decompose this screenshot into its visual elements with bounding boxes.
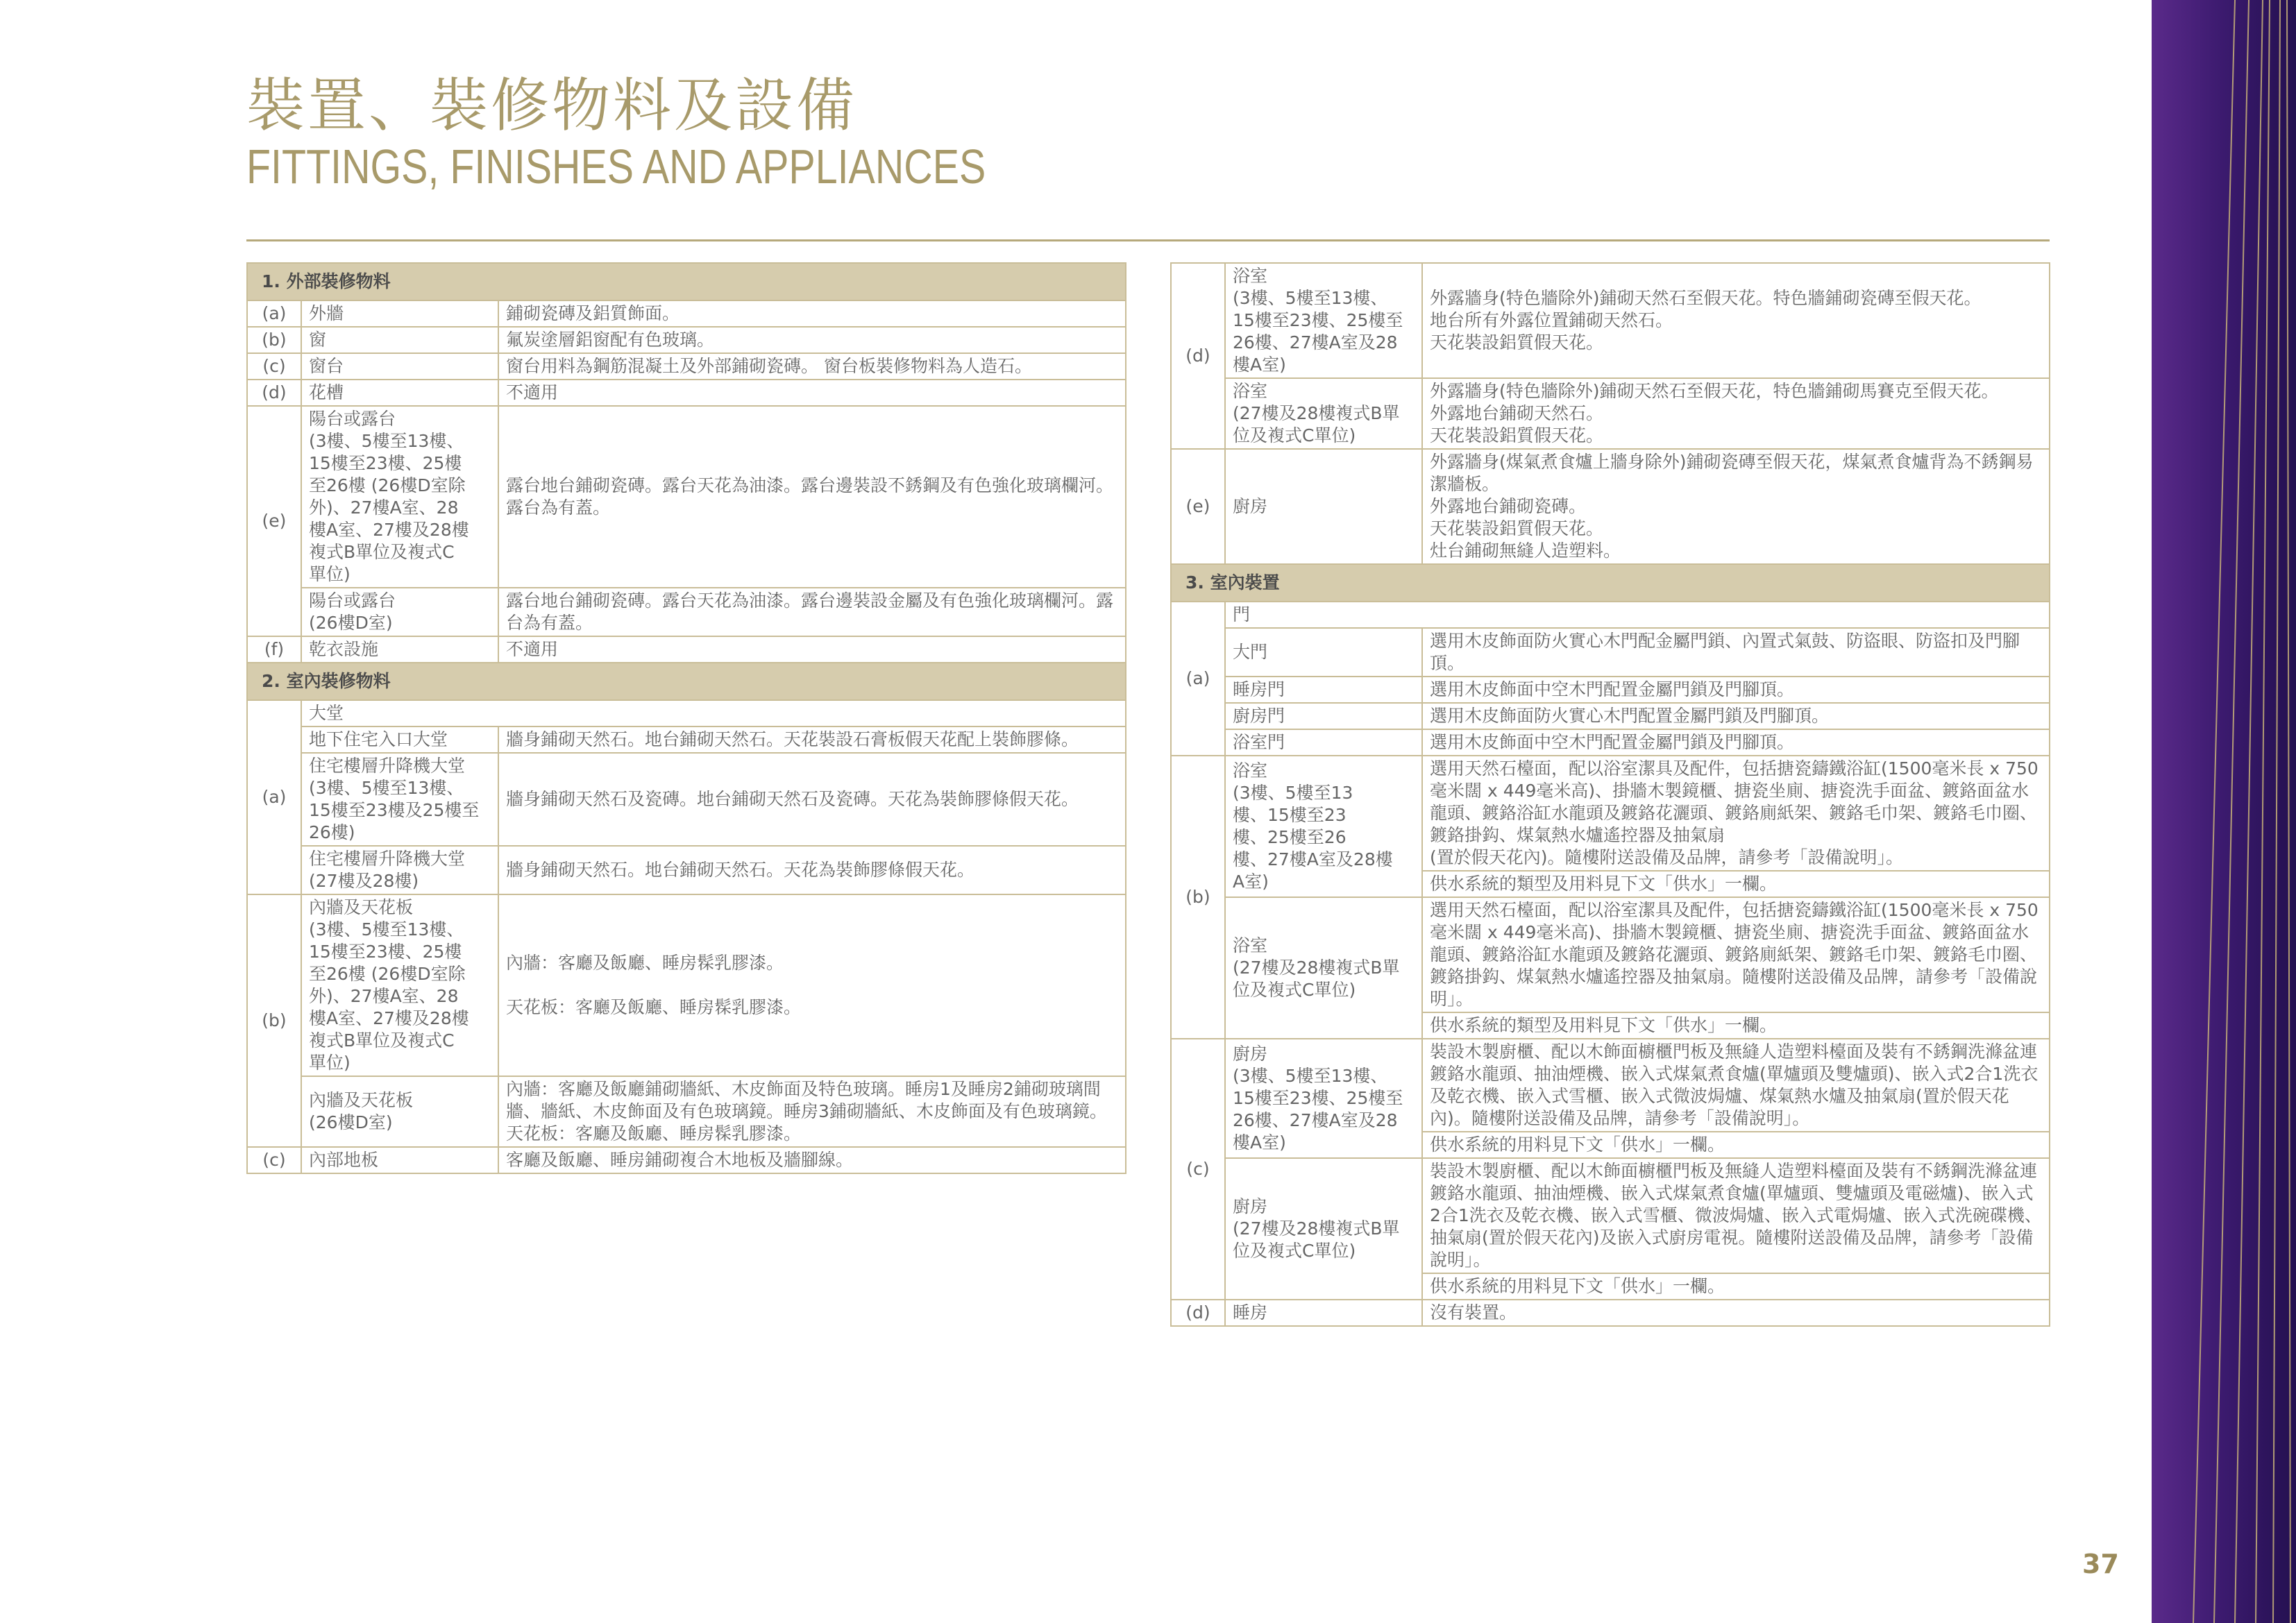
row-desc: 客廳及飯廳、睡房鋪砌複合木地板及牆腳線。 [498,1147,1126,1173]
table-row [1171,378,2050,449]
row-desc: 不適用 [498,380,1126,406]
table-row [247,894,1126,1076]
table-row [247,380,1126,406]
row-label: (d) [1171,263,1225,449]
row-desc: 氟炭塗層鋁窗配有色玻璃。 [498,327,1126,353]
row-item: 花槽 [301,380,498,406]
title-divider [246,239,2050,241]
row-desc: 裝設木製廚櫃、配以木飾面櫥櫃門板及無縫人造塑料檯面及裝有不銹鋼洗滌盆連鍍鉻水龍頭、抽油煙機、嵌入式煤氣煮食爐(單爐頭及雙爐頭)、嵌入式2合1洗衣及乾衣機、嵌入式雪櫃、嵌入式微波焗爐、煤氣熱水爐及抽氣扇(置於假天花內)。隨樓附送設備及品牌，請參考「設備說明」。 [1422,1039,2050,1132]
decorative-side-band [2152,0,2296,1623]
row-item: 內部地板 [301,1147,498,1173]
row-heading: 大堂 [301,700,1126,726]
table-row [247,700,1126,726]
row-item: 睡房 [1225,1300,1422,1326]
row-desc: 供水系統的用料見下文「供水」一欄。 [1422,1132,2050,1158]
table-row [247,753,1126,846]
row-desc: 選用天然石檯面，配以浴室潔具及配件，包括搪瓷鑄鐵浴缸(1500毫米長 x 750毫米闊 x 449毫米高)、掛牆木製鏡櫃、搪瓷坐廁、搪瓷洗手面盆、鍍鉻面盆水龍頭、鍍鉻浴缸水龍頭及鍍鉻花灑頭、鍍鉻廁紙架、鍍鉻毛巾架、鍍鉻毛巾圈、鍍鉻掛鈎、煤氣熱水爐遙控器及抽氣扇 (置於假天花內)。隨樓附送設備及品牌，請參考「設備說明」。 [1422,756,2050,871]
row-item: 乾衣設施 [301,636,498,663]
row-item: 浴室 (27樓及28樓複式B單 位及複式C單位) [1225,378,1422,449]
row-desc: 牆身鋪砌天然石。地台鋪砌天然石。天花裝設石膏板假天花配上裝飾膠條。 [498,726,1126,753]
row-desc: 選用木皮飾面中空木門配置金屬門鎖及門腳頂。 [1422,729,2050,756]
table-row [247,636,1126,663]
table-row [1171,703,2050,729]
row-label: (b) [1171,756,1225,1039]
row-desc: 露台地台鋪砌瓷磚。露台天花為油漆。露台邊裝設不銹鋼及有色強化玻璃欄河。露台為有蓋。 [498,406,1126,588]
row-item: 陽台或露台 (26樓D室) [301,588,498,636]
table-row [247,588,1126,636]
row-item: 窗台 [301,353,498,380]
table-row [1171,263,2050,378]
row-item: 內牆及天花板 (3樓、5樓至13樓、 15樓至23樓、25樓 至26樓 (26樓D室除 外)、27樓A室、28 樓A室、27樓及28樓 複式B單位及複式C 單位) [301,894,498,1076]
row-item: 外牆 [301,300,498,327]
row-label: (e) [1171,449,1225,564]
row-item: 住宅樓層升降機大堂 (3樓、5樓至13樓、 15樓至23樓及25樓至 26樓) [301,753,498,846]
row-item: 廚房門 [1225,703,1422,729]
row-desc: 露台地台鋪砌瓷磚。露台天花為油漆。露台邊裝設金屬及有色強化玻璃欄河。露台為有蓋。 [498,588,1126,636]
left-spec-table [246,262,1126,1174]
table-row [1171,756,2050,871]
right-spec-table [1170,262,2050,1327]
table-row [1171,1158,2050,1273]
row-heading: 門 [1225,602,2050,628]
row-desc: 選用天然石檯面，配以浴室潔具及配件，包括搪瓷鑄鐵浴缸(1500毫米長 x 750毫米闊 x 449毫米高)、掛牆木製鏡櫃、搪瓷坐廁、搪瓷洗手面盆、鍍鉻面盆水龍頭、鍍鉻浴缸水龍頭及鍍鉻花灑頭、鍍鉻廁紙架、鍍鉻毛巾架、鍍鉻毛巾圈、鍍鉻掛鈎、煤氣熱水爐遙控器及抽氣扇。隨樓附送設備及品牌，請參考「設備說明」。 [1422,897,2050,1012]
table-row [247,300,1126,327]
row-desc: 選用木皮飾面中空木門配置金屬門鎖及門腳頂。 [1422,677,2050,703]
table-row [1171,602,2050,628]
section-header-2: 2. 室內裝修物料 [247,663,1126,700]
table-row [247,1147,1126,1173]
section-header-3: 3. 室內裝置 [1171,564,2050,602]
row-desc: 內牆：客廳及飯廳、睡房髹乳膠漆。 天花板：客廳及飯廳、睡房髹乳膠漆。 [498,894,1126,1076]
row-label: (a) [1171,602,1225,756]
page-number: 37 [2082,1549,2119,1579]
table-row [1171,628,2050,677]
row-desc: 牆身鋪砌天然石。地台鋪砌天然石。天花為裝飾膠條假天花。 [498,846,1126,894]
row-label: (e) [247,406,301,636]
row-item: 浴室 (27樓及28樓複式B單 位及複式C單位) [1225,897,1422,1039]
table-row [1171,1300,2050,1326]
table-row [247,846,1126,894]
row-item: 浴室 (3樓、5樓至13 樓、15樓至23 樓、25樓至26 樓、27樓A室及28樓 A室) [1225,756,1422,897]
row-desc: 沒有裝置。 [1422,1300,2050,1326]
table-row [1171,897,2050,1012]
table-row [1171,1039,2050,1132]
table-row [1171,729,2050,756]
section-header-1: 1. 外部裝修物料 [247,263,1126,300]
row-item: 大門 [1225,628,1422,677]
row-item: 浴室門 [1225,729,1422,756]
row-label: (f) [247,636,301,663]
row-desc: 外露牆身(煤氣煮食爐上牆身除外)鋪砌瓷磚至假天花，煤氣煮食爐背為不銹鋼易潔牆板。 外露地台鋪砌瓷磚。 天花裝設鋁質假天花。 灶台鋪砌無縫人造塑料。 [1422,449,2050,564]
row-desc: 內牆：客廳及飯廳鋪砌牆紙、木皮飾面及特色玻璃。睡房1及睡房2鋪砌玻璃間牆、牆紙、木皮飾面及有色玻璃鏡。睡房3鋪砌牆紙、木皮飾面及有色玻璃鏡。 天花板：客廳及飯廳、睡房髹乳膠漆。 [498,1076,1126,1147]
row-label: (b) [247,327,301,353]
row-item: 住宅樓層升降機大堂 (27樓及28樓) [301,846,498,894]
row-item: 睡房門 [1225,677,1422,703]
row-label: (d) [1171,1300,1225,1326]
table-row [1171,449,2050,564]
row-item: 浴室 (3樓、5樓至13樓、 15樓至23樓、25樓至 26樓、27樓A室及28 樓A室) [1225,263,1422,378]
table-row [247,406,1126,588]
row-desc: 牆身鋪砌天然石及瓷磚。地台鋪砌天然石及瓷磚。天花為裝飾膠條假天花。 [498,753,1126,846]
row-item: 地下住宅入口大堂 [301,726,498,753]
row-label: (d) [247,380,301,406]
table-row [247,353,1126,380]
row-label: (c) [247,353,301,380]
row-desc: 裝設木製廚櫃、配以木飾面櫥櫃門板及無縫人造塑料檯面及裝有不銹鋼洗滌盆連鍍鉻水龍頭、抽油煙機、嵌入式煤氣煮食爐(單爐頭、雙爐頭及電磁爐)、嵌入式2合1洗衣及乾衣機、嵌入式雪櫃、微波焗爐、嵌入式電焗爐、嵌入式洗碗碟機、抽氣扇(置於假天花內)及嵌入式廚房電視。隨樓附送設備及品牌，請參考「設備說明」。 [1422,1158,2050,1273]
page-title-en: FITTINGS, FINISHES AND APPLIANCES [246,139,986,194]
row-desc: 供水系統的用料見下文「供水」一欄。 [1422,1273,2050,1300]
row-label: (c) [247,1147,301,1173]
row-desc: 供水系統的類型及用料見下文「供水」一欄。 [1422,871,2050,897]
table-row [1171,677,2050,703]
row-item: 廚房 [1225,449,1422,564]
row-label: (c) [1171,1039,1225,1300]
row-desc: 鋪砌瓷磚及鋁質飾面。 [498,300,1126,327]
row-item: 陽台或露台 (3樓、5樓至13樓、 15樓至23樓、25樓 至26樓 (26樓D室除 外)、27樓A室、28 樓A室、27樓及28樓 複式B單位及複式C 單位) [301,406,498,588]
row-label: (a) [247,300,301,327]
table-row [247,327,1126,353]
row-item: 窗 [301,327,498,353]
row-desc: 不適用 [498,636,1126,663]
row-item: 內牆及天花板 (26樓D室) [301,1076,498,1147]
row-desc: 外露牆身(特色牆除外)鋪砌天然石至假天花。特色牆鋪砌瓷磚至假天花。 地台所有外露位置鋪砌天然石。 天花裝設鋁質假天花。 [1422,263,2050,378]
row-desc: 選用木皮飾面防火實心木門配置金屬門鎖及門腳頂。 [1422,703,2050,729]
row-desc: 供水系統的類型及用料見下文「供水」一欄。 [1422,1012,2050,1039]
row-desc: 選用木皮飾面防火實心木門配金屬門鎖、內置式氣鼓、防盜眼、防盜扣及門腳頂。 [1422,628,2050,677]
table-row [247,726,1126,753]
row-label: (b) [247,894,301,1147]
page-title-zh: 裝置、裝修物料及設備 [246,71,858,139]
row-item: 廚房 (3樓、5樓至13樓、 15樓至23樓、25樓至 26樓、27樓A室及28 樓A室) [1225,1039,1422,1158]
table-row [247,1076,1126,1147]
row-item: 廚房 (27樓及28樓複式B單 位及複式C單位) [1225,1158,1422,1300]
row-desc: 外露牆身(特色牆除外)鋪砌天然石至假天花，特色牆鋪砌馬賽克至假天花。 外露地台鋪砌天然石。 天花裝設鋁質假天花。 [1422,378,2050,449]
row-label: (a) [247,700,301,894]
row-desc: 窗台用料為鋼筋混凝土及外部鋪砌瓷磚。 窗台板裝修物料為人造石。 [498,353,1126,380]
